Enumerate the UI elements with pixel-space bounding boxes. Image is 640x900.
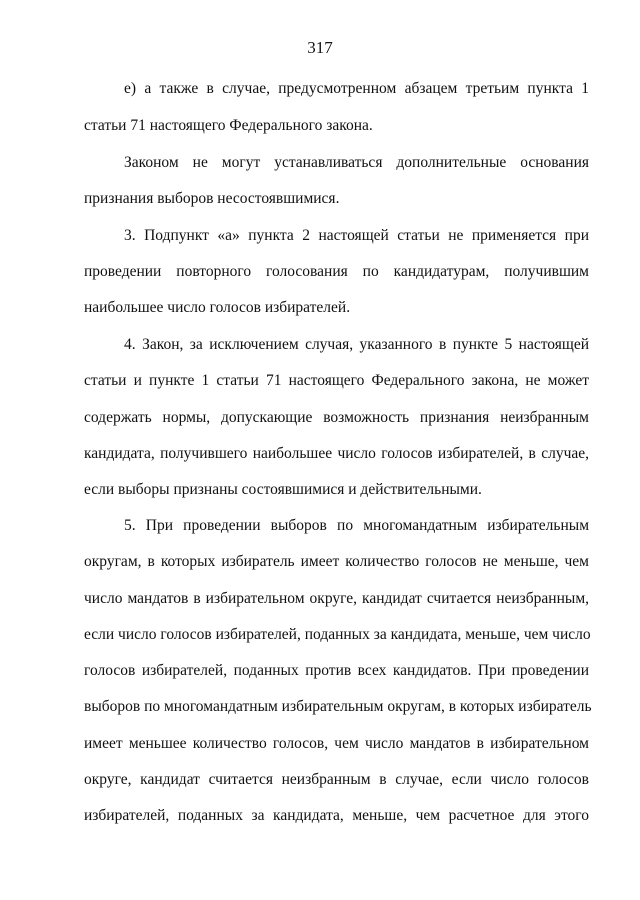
text-line: если число голосов избирателей, поданных за кандидата, меньше, чем число (84, 626, 591, 643)
text-line: 4. Закон, за исключением случая, указанного в пункте 5 настоящей (124, 336, 589, 353)
text-line: Законом не могут устанавливаться дополнительные основания (124, 154, 589, 171)
text-line: наибольшее число голосов избирателей. (84, 299, 351, 316)
text-line: округе, кандидат считается неизбранным в случае, если число голосов (84, 771, 589, 788)
text-line: избирателей, поданных за кандидата, меньше, чем расчетное для этого (84, 807, 589, 824)
text-line: содержать нормы, допускающие возможность признания неизбранным (84, 409, 589, 426)
page-number: 317 (307, 38, 333, 57)
text-line: 3. Подпункт «а» пункта 2 настоящей статьи не применяется при (124, 227, 589, 244)
text-line: признания выборов несостоявшимися. (84, 190, 340, 207)
text-line: если выборы признаны состоявшимися и действительными. (84, 481, 482, 498)
text-line: выборов по многомандатным избирательным округам, в которых избиратель (84, 698, 592, 715)
text-line: число мандатов в избирательном округе, кандидат считается неизбранным, (84, 590, 589, 607)
text-line: кандидата, получившего наибольшее число голосов избирателей, в случае, (84, 445, 589, 462)
text-line: имеет меньшее количество голосов, чем число мандатов в избирательном (84, 735, 589, 752)
text-line: статьи и пункте 1 статьи 71 настоящего Федерального закона, не может (84, 372, 589, 389)
text-line: голосов избирателей, поданных против всех кандидатов. При проведении (84, 662, 589, 679)
text-line: проведении повторного голосования по кандидатурам, получившим (84, 263, 589, 280)
text-line: е) а также в случае, предусмотренном абзацем третьим пункта 1 (124, 80, 589, 97)
text-line: округам, в которых избиратель имеет количество голосов не меньше, чем (84, 553, 589, 570)
text-line: 5. При проведении выборов по многомандатным избирательным (124, 517, 589, 534)
text-line: статьи 71 настоящего Федерального закона. (84, 117, 373, 134)
